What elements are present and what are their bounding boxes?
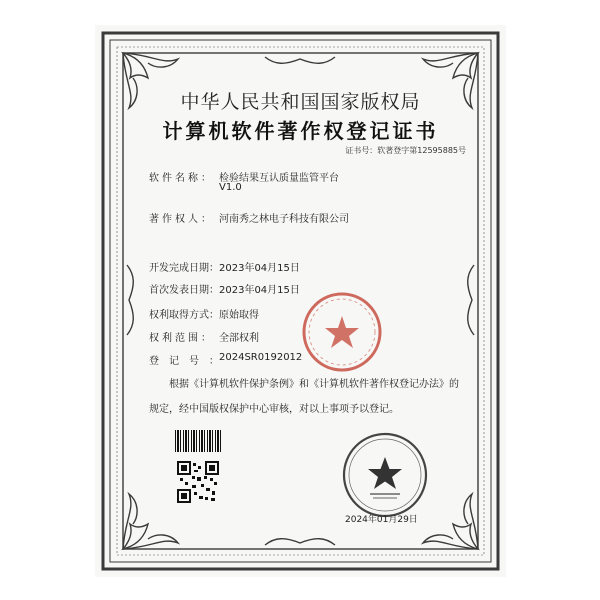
acquire-method-value: 原始取得: [219, 310, 259, 321]
certificate: [95, 25, 506, 577]
issuing-agency: 中华人民共和国国家版权局: [180, 91, 421, 113]
official-seal-lower: [340, 430, 430, 520]
acquire-method-label: 权利取得方式：: [149, 310, 219, 321]
qr-code: [177, 461, 219, 503]
certificate-number: 证书号：软著登字第12595885号: [345, 146, 466, 155]
statement-line-1: 根据《计算机软件保护条例》和《计算机软件著作权登记办法》的: [169, 379, 459, 390]
software-name-label: 软件名称：: [149, 173, 214, 184]
pub-date-value: 2023年04月15日: [219, 285, 300, 296]
dev-date-value: 2023年04月15日: [219, 263, 300, 274]
copyright-holder-label: 著作权人：: [149, 214, 214, 225]
pub-date-label: 首次发表日期：: [149, 285, 219, 296]
software-version: V1.0: [219, 182, 242, 193]
rights-scope-value: 全部权利: [219, 333, 259, 344]
official-seal-upper: [300, 290, 384, 374]
statement-line-2: 规定，经中国版权保护中心审核，对以上事项予以登记。: [149, 404, 399, 415]
copyright-holder-value: 河南秀之林电子科技有限公司: [219, 214, 349, 225]
registration-no-label: 登记号：: [149, 356, 229, 367]
dev-date-label: 开发完成日期：: [149, 263, 219, 274]
software-name-value: 检验结果互认质量监管平台: [219, 173, 339, 184]
issue-date: 2024年01月29日: [345, 515, 418, 525]
rights-scope-label: 权利范围：: [149, 333, 214, 344]
barcode: [175, 430, 223, 452]
registration-no-value: 2024SR0192012: [219, 352, 303, 363]
certificate-title: 计算机软件著作权登记证书: [162, 119, 439, 143]
